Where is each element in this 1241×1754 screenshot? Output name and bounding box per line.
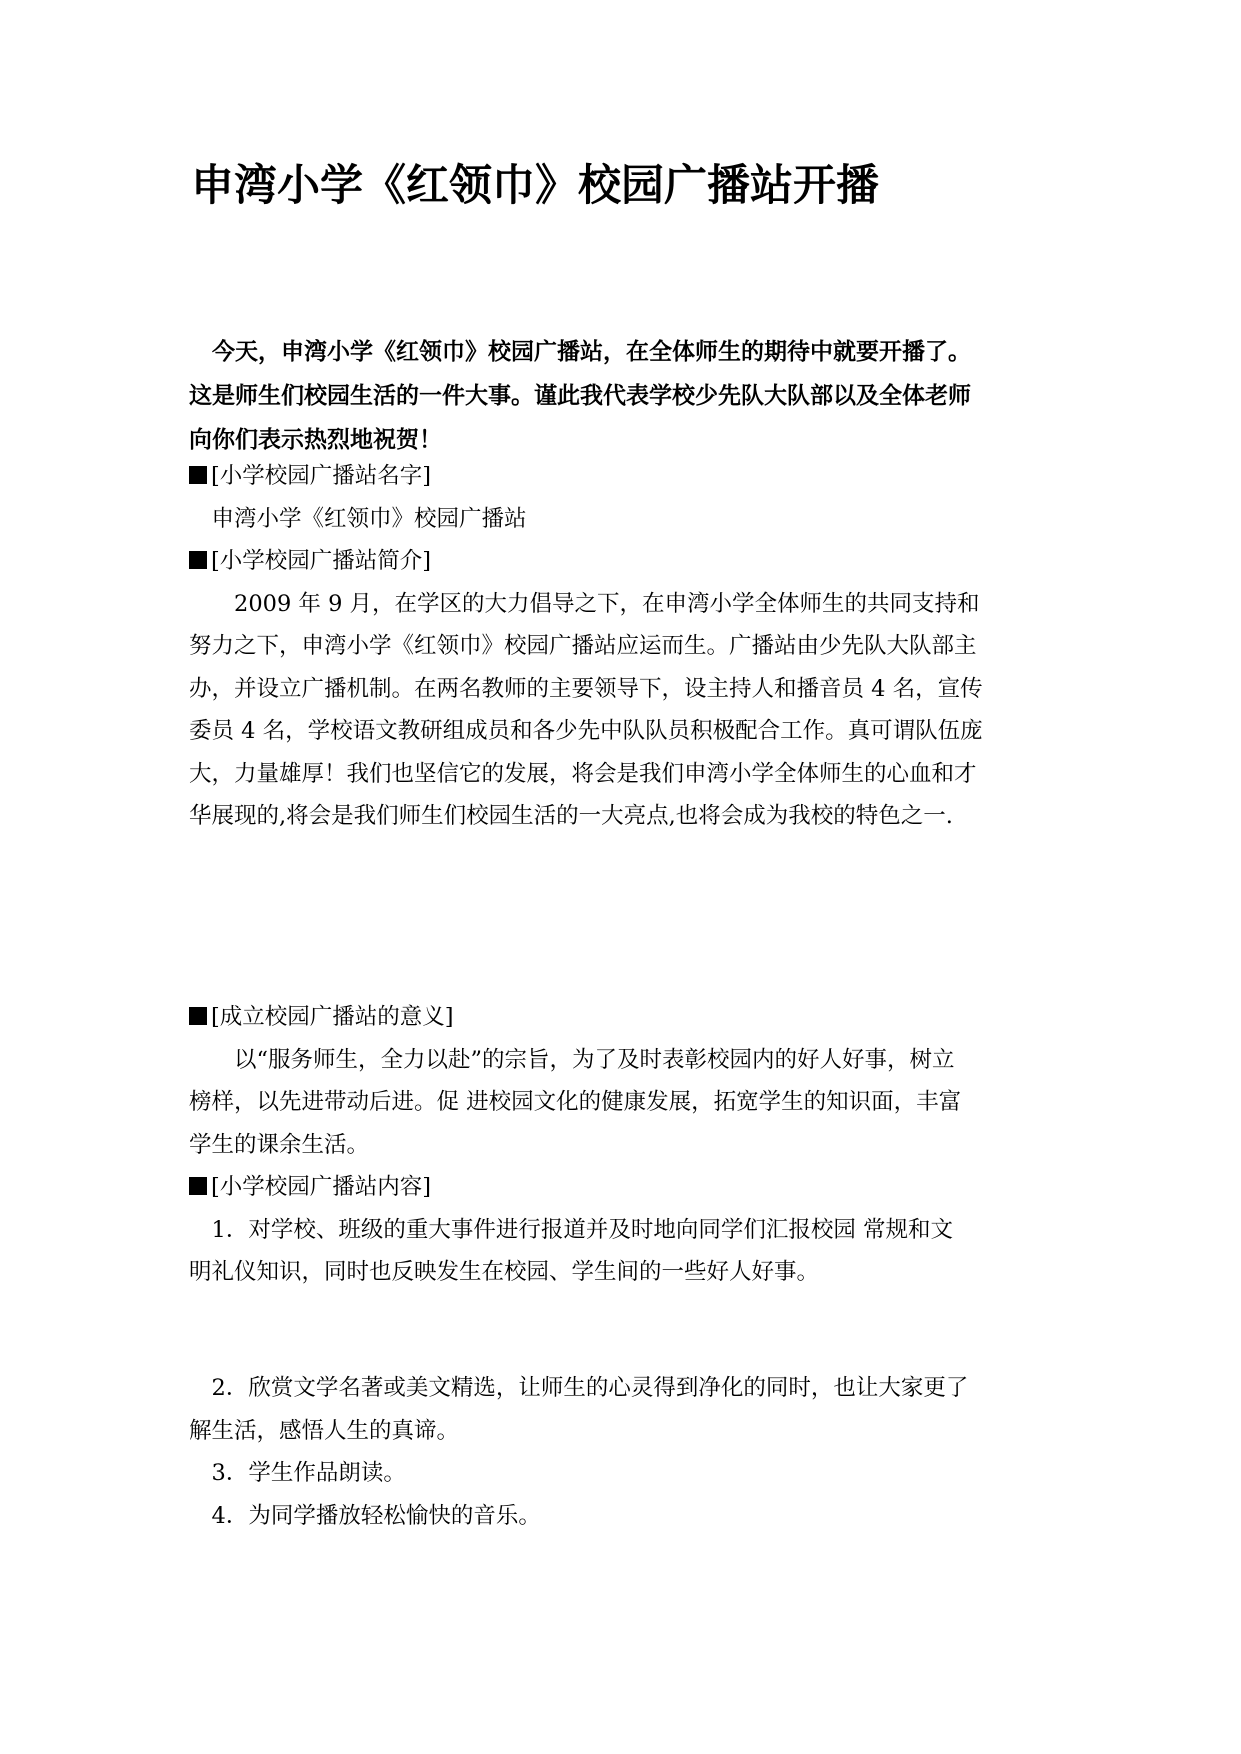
section-meaning — [189, 996, 961, 1294]
station-name-text: 申湾小学《红领巾》校园广播站 — [189, 505, 527, 532]
section-heading — [189, 540, 983, 583]
content-item-line: 4．为同学播放轻松愉快的音乐。 — [189, 1502, 541, 1529]
station-intro-line: 委员 4 名，学校语文教研组成员和各少先中队队员积极配合工作。真可谓队伍庞 — [189, 718, 983, 744]
section-heading-text: [小学校园广播站名字] — [211, 463, 432, 489]
document-title: 申湾小学《红领巾》校园广播站开播 — [191, 161, 879, 211]
square-bullet-icon — [189, 466, 207, 484]
section-heading-text: [小学校园广播站简介] — [211, 548, 432, 574]
meaning-line: 学生的课余生活。 — [189, 1131, 370, 1158]
square-bullet-icon — [189, 1177, 207, 1195]
meaning-line: 榜样，以先进带动后进。促 进校园文化的健康发展，拓宽学生的知识面，丰富 — [189, 1089, 962, 1115]
section-heading-text: [成立校园广播站的意义] — [211, 1004, 454, 1030]
section-heading — [189, 455, 983, 498]
section-heading — [189, 996, 961, 1039]
intro-line: 向你们表示热烈地祝贺！ — [189, 427, 442, 453]
section-heading-text: [小学校园广播站内容] — [211, 1174, 432, 1200]
section-heading — [189, 1166, 961, 1209]
content-item-line: 解生活，感悟人生的真谛。 — [189, 1417, 460, 1444]
intro-line: 今天，申湾小学《红领巾》校园广播站，在全体师生的期待中就要开播了。 — [189, 339, 971, 365]
meaning-line: 以“服务师生，全力以赴”的宗旨，为了及时表彰校园内的好人好事，树立 — [189, 1046, 955, 1073]
square-bullet-icon — [189, 551, 207, 569]
content-item-line: 2．欣赏文学名著或美文精选，让师生的心灵得到净化的同时，也让大家更了 — [189, 1375, 969, 1401]
content-item-line: 明礼仪知识，同时也反映发生在校园、学生间的一些好人好事。 — [189, 1259, 820, 1285]
intro-line: 这是师生们校园生活的一件大事。谨此我代表学校少先队大队部以及全体老师 — [189, 383, 971, 409]
station-intro-line: 大，力量雄厚！我们也坚信它的发展，将会是我们申湾小学全体师生的心血和才 — [189, 760, 977, 787]
square-bullet-icon — [189, 1007, 207, 1025]
station-intro-line: 努力之下，申湾小学《红领巾》校园广播站应运而生。广播站由少先队大队部主 — [189, 633, 977, 659]
section-content-continued — [189, 1367, 968, 1537]
section-station-name — [189, 455, 983, 838]
content-item-line: 1．对学校、班级的重大事件进行报道并及时地向同学们汇报校园 常规和文 — [189, 1216, 953, 1243]
intro-paragraph — [189, 330, 1069, 462]
station-intro-line: 华展现的,将会是我们师生们校园生活的一大亮点,也将会成为我校的特色之一. — [189, 803, 953, 829]
content-item-line: 3．学生作品朗读。 — [189, 1460, 406, 1486]
station-intro-line: 2009 年 9 月，在学区的大力倡导之下，在申湾小学全体师生的共同支持和 — [189, 590, 980, 617]
station-intro-line: 办，并设立广播机制。在两名教师的主要领导下，设主持人和播音员 4 名，宣传 — [189, 675, 983, 702]
